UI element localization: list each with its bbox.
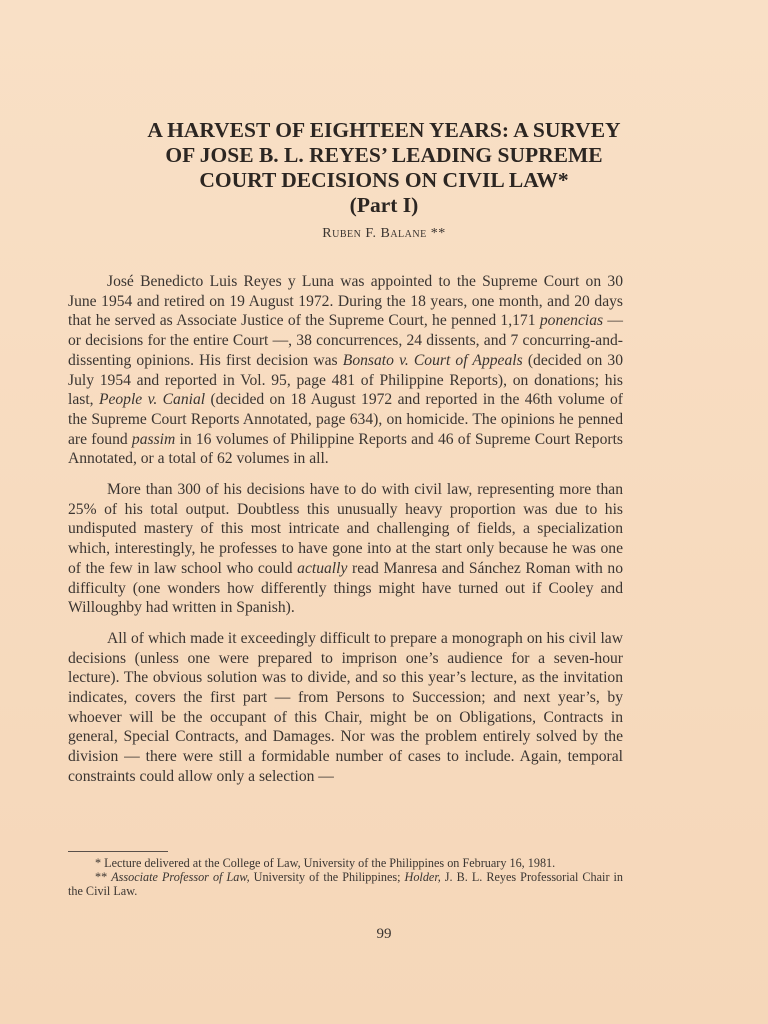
italic-run: passim xyxy=(131,430,176,448)
body-paragraph: All of which made it exceedingly difficult to prepare a monograph on his civil law decisions (unless one were prepared to imprison one’s audience for a seven-hour lecture). The obvious solution was to divide, and so this year’s lecture, as the invitation indicates, covers the first part — from Persons to Succession; and next year’s, by whoever will be the occupant of this Chair, might be on Obligations, Contracts in general, Special Contracts, and Damages. Nor was the problem entirely solved by the division — there were still a formidable number of cases to include. Again, temporal constraints could allow only a selection — xyxy=(68,629,623,785)
footnotes xyxy=(68,856,623,898)
page-number: 99 xyxy=(376,926,392,942)
italic-run: Associate Professor of Law, xyxy=(111,870,250,884)
article-title xyxy=(60,118,708,218)
article-body xyxy=(68,272,623,798)
body-paragraph: José Benedicto Luis Reyes y Luna was appointed to the Supreme Court on 30 June 1954 and retired on 19 August 1972. During the 18 years, one month, and 20 days that he served as Associate Justice of the Supreme Court, he penned 1,171 ponencias — or decisions for the entire Court —, 38 concurrences, 24 dissents, and 7 concurring-and-dissenting opinions. His first decision was Bonsato v. Court of Appeals (decided on 30 July 1954 and reported in Vol. 95, page 481 of Philippine Reports), on donations; his last, People v. Canial (decided on 18 August 1972 and reported in the 46th volume of the Supreme Court Reports Annotated, page 634), on homicide. The opinions he penned are found passim in 16 volumes of Philippine Reports and 46 of Supreme Court Reports Annotated, or a total of 62 volumes in all. xyxy=(68,273,624,468)
title-line: COURT DECISIONS ON CIVIL LAW* xyxy=(199,168,569,192)
italic-run: ponencias xyxy=(539,312,604,330)
italic-run: People v. Canial xyxy=(98,391,206,409)
body-paragraph: More than 300 of his decisions have to do with civil law, representing more than 25% of his total output. Doubtless this unusually heavy proportion was due to his undisputed mastery of this most intricate and challenging of fields, a specialization which, interestingly, he professes to have gone into at the start only because he was one of the few in law school who could actually read Manresa and Sánchez Roman with no difficulty (one wonders how differently things might have turned out if Cooley and Willoughby had written in Spanish). xyxy=(68,481,624,617)
italic-run: Bonsato v. Court of Appeals xyxy=(342,351,523,369)
title-line: OF JOSE B. L. REYES’ LEADING SUPREME xyxy=(165,143,603,167)
title-line: A HARVEST OF EIGHTEEN YEARS: A SURVEY xyxy=(147,118,621,142)
footnote-divider xyxy=(68,851,168,852)
italic-run: Holder, xyxy=(404,870,441,884)
author-byline: Ruben F. Balane ** xyxy=(322,226,446,241)
title-line: (Part I) xyxy=(349,193,419,217)
footnote: ** Associate Professor of Law, University of the Philippines; Holder, J. B. L. Reyes Professorial Chair in the Civil Law. xyxy=(68,870,624,898)
footnote: * Lecture delivered at the College of Law, University of the Philippines on February 16, 1981. xyxy=(95,856,556,870)
italic-run: actually xyxy=(297,559,348,577)
